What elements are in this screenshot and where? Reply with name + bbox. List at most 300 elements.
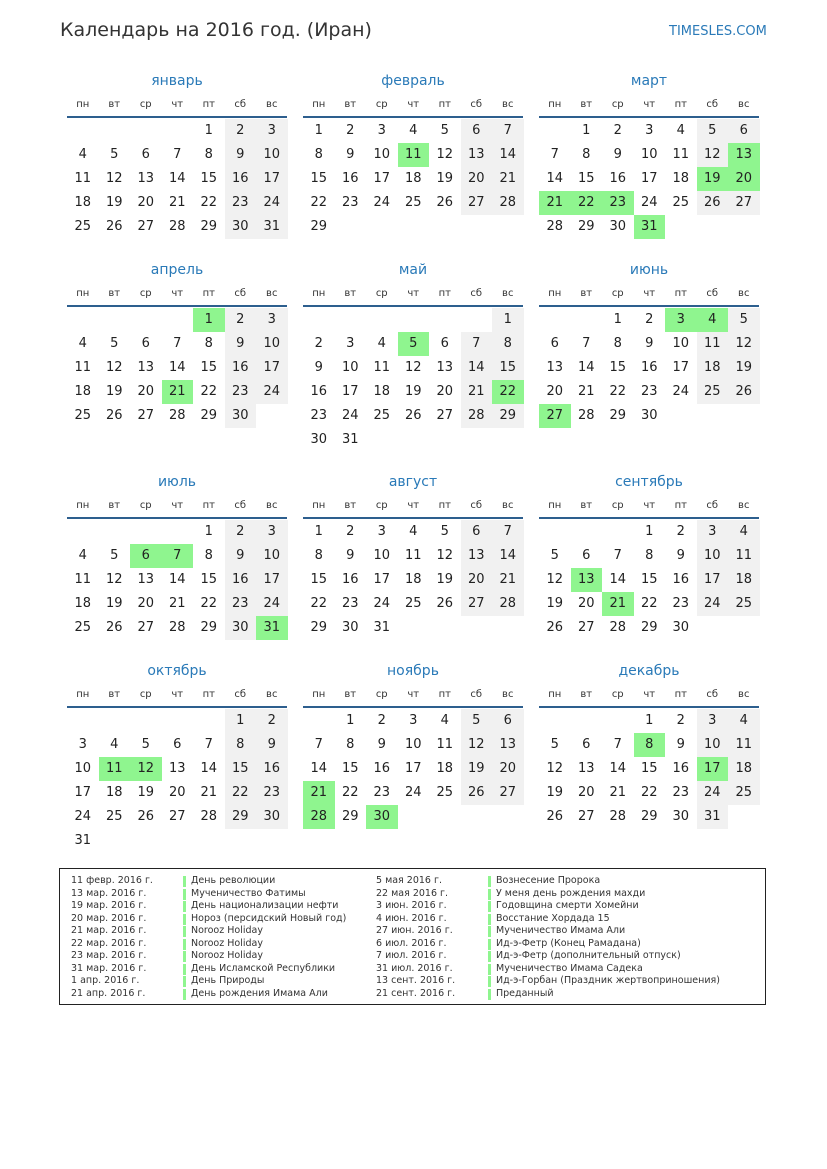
day-cell: 13 xyxy=(577,761,595,776)
legend-holiday-name: Мученичество Имама Садека xyxy=(496,962,643,974)
day-cell: 24 xyxy=(640,195,658,210)
day-cell: 23 xyxy=(672,596,690,611)
day-cell: 10 xyxy=(703,737,721,752)
day-cell: 14 xyxy=(609,761,627,776)
legend-holiday-name: Ид-э-Горбан (Праздник жертвоприношения) xyxy=(496,975,720,986)
day-cell: 31 xyxy=(373,620,391,635)
day-cell: 11 xyxy=(74,171,92,186)
day-cell: 30 xyxy=(263,809,281,824)
holiday-day: 21 xyxy=(162,380,194,404)
day-cell: 15 xyxy=(200,171,218,186)
day-cell: 5 xyxy=(739,312,748,327)
day-cell: 19 xyxy=(546,596,564,611)
day-cell: 11 xyxy=(373,360,391,375)
day-cell: 7 xyxy=(503,524,512,539)
day-cell: 17 xyxy=(263,360,281,375)
legend-date: 20 мар. 2016 г. xyxy=(71,912,147,924)
weekday-label: пт xyxy=(438,689,451,700)
day-cell: 4 xyxy=(739,713,748,728)
day-cell: 24 xyxy=(703,596,721,611)
holiday-day: 4 xyxy=(697,308,729,332)
day-cell: 5 xyxy=(550,548,559,563)
legend-holiday-name: Ид-э-Фетр (дополнительный отпуск) xyxy=(496,950,681,961)
day-cell: 27 xyxy=(467,596,485,611)
legend-holiday-name: День Исламской Республики xyxy=(191,962,336,974)
day-cell: 29 xyxy=(200,620,218,635)
day-cell: 9 xyxy=(267,737,276,752)
legend-date: 27 июн. 2016 г. xyxy=(376,925,453,936)
legend-date: 4 июн. 2016 г. xyxy=(376,912,447,924)
day-cell: 10 xyxy=(263,336,281,351)
day-cell: 9 xyxy=(236,147,245,162)
weekday-label: пт xyxy=(674,288,687,299)
weekday-label: сб xyxy=(470,500,483,511)
day-cell: 1 xyxy=(582,123,591,138)
day-cell: 10 xyxy=(74,761,92,776)
day-cell: 12 xyxy=(105,572,123,587)
day-cell: 29 xyxy=(310,219,328,234)
day-cell: 23 xyxy=(263,785,281,800)
day-cell: 28 xyxy=(577,408,595,423)
weekday-label: чт xyxy=(643,99,656,110)
legend-date: 3 июн. 2016 г. xyxy=(376,900,447,911)
legend-swatch xyxy=(488,889,491,900)
day-cell: 2 xyxy=(236,123,245,138)
legend-date: 31 мар. 2016 г. xyxy=(71,962,147,974)
legend-holiday-name: Norooz Holiday xyxy=(191,937,263,949)
day-cell: 10 xyxy=(263,147,281,162)
day-cell: 17 xyxy=(404,761,422,776)
legend-date: 13 сент. 2016 г. xyxy=(376,975,456,986)
day-cell: 14 xyxy=(168,171,186,186)
day-cell: 26 xyxy=(467,785,485,800)
legend-swatch xyxy=(488,914,491,925)
day-cell: 9 xyxy=(236,336,245,351)
day-cell: 16 xyxy=(672,761,690,776)
day-cell: 28 xyxy=(499,596,517,611)
weekday-label: сб xyxy=(470,689,483,700)
day-cell: 12 xyxy=(404,360,422,375)
holiday-day: 30 xyxy=(366,805,398,829)
day-cell: 17 xyxy=(263,171,281,186)
day-cell: 19 xyxy=(436,171,454,186)
weekday-label: вс xyxy=(266,689,278,700)
legend-holiday-name: Восстание Хордада 15 xyxy=(496,912,610,924)
day-cell: 3 xyxy=(708,713,717,728)
day-cell: 17 xyxy=(672,360,690,375)
month-name: август xyxy=(388,474,438,490)
holiday-day: 6 xyxy=(130,544,162,568)
day-cell: 18 xyxy=(105,785,123,800)
day-cell: 29 xyxy=(200,219,218,234)
weekday-label: вс xyxy=(502,99,514,110)
legend-swatch xyxy=(183,976,186,987)
day-cell: 13 xyxy=(499,737,517,752)
day-cell: 23 xyxy=(672,785,690,800)
day-cell: 8 xyxy=(613,336,622,351)
day-cell: 16 xyxy=(231,171,249,186)
day-cell: 5 xyxy=(440,123,449,138)
month-name: февраль xyxy=(381,73,445,89)
day-cell: 9 xyxy=(346,147,355,162)
day-cell: 27 xyxy=(436,408,454,423)
day-cell: 18 xyxy=(436,761,454,776)
day-cell: 9 xyxy=(645,336,654,351)
day-cell: 21 xyxy=(499,171,517,186)
day-cell: 7 xyxy=(613,548,622,563)
weekday-label: пн xyxy=(548,288,562,299)
day-cell: 23 xyxy=(373,785,391,800)
month-rule xyxy=(539,517,759,519)
day-cell: 10 xyxy=(640,147,658,162)
day-cell: 23 xyxy=(231,195,249,210)
day-cell: 15 xyxy=(200,360,218,375)
month-rule xyxy=(303,116,523,118)
day-cell: 8 xyxy=(236,737,245,752)
weekday-label: сб xyxy=(234,288,247,299)
weekday-label: ср xyxy=(375,99,388,110)
holiday-day: 11 xyxy=(398,143,430,167)
holiday-day: 21 xyxy=(539,191,571,215)
day-cell: 30 xyxy=(310,432,328,447)
holiday-day: 3 xyxy=(665,308,697,332)
day-cell: 29 xyxy=(231,809,249,824)
legend-swatch xyxy=(183,939,186,950)
day-cell: 31 xyxy=(74,833,92,848)
legend-swatch xyxy=(183,964,186,975)
weekday-label: вт xyxy=(580,99,593,110)
weekday-label: сб xyxy=(706,500,719,511)
month-rule xyxy=(67,517,287,519)
day-cell: 8 xyxy=(204,548,213,563)
day-cell: 4 xyxy=(78,336,87,351)
weekday-label: вс xyxy=(266,500,278,511)
weekday-label: пн xyxy=(76,288,90,299)
day-cell: 11 xyxy=(703,336,721,351)
day-cell: 11 xyxy=(735,737,753,752)
day-cell: 6 xyxy=(472,524,481,539)
day-cell: 2 xyxy=(613,123,622,138)
day-cell: 4 xyxy=(739,524,748,539)
day-cell: 8 xyxy=(582,147,591,162)
day-cell: 8 xyxy=(204,336,213,351)
day-cell: 25 xyxy=(404,596,422,611)
day-cell: 10 xyxy=(263,548,281,563)
day-cell: 24 xyxy=(404,785,422,800)
day-cell: 25 xyxy=(735,596,753,611)
weekday-label: чт xyxy=(643,288,656,299)
day-cell: 28 xyxy=(168,620,186,635)
month-name: апрель xyxy=(150,262,204,278)
legend-swatch xyxy=(488,989,491,1000)
month-rule xyxy=(539,305,759,307)
day-cell: 30 xyxy=(609,219,627,234)
day-cell: 29 xyxy=(200,408,218,423)
legend-date: 21 апр. 2016 г. xyxy=(71,987,146,999)
weekday-label: чт xyxy=(171,500,184,511)
holiday-day: 31 xyxy=(256,616,288,640)
day-cell: 3 xyxy=(267,123,276,138)
weekday-label: пт xyxy=(202,689,215,700)
month-name: октябрь xyxy=(147,663,207,679)
day-cell: 22 xyxy=(200,195,218,210)
day-cell: 2 xyxy=(676,713,685,728)
day-cell: 17 xyxy=(640,171,658,186)
day-cell: 29 xyxy=(640,620,658,635)
day-cell: 14 xyxy=(168,572,186,587)
day-cell: 18 xyxy=(672,171,690,186)
day-cell: 27 xyxy=(137,408,155,423)
day-cell: 16 xyxy=(310,384,328,399)
day-cell: 16 xyxy=(231,572,249,587)
day-cell: 25 xyxy=(74,620,92,635)
day-cell: 24 xyxy=(263,195,281,210)
day-cell: 13 xyxy=(436,360,454,375)
weekday-label: ср xyxy=(139,99,152,110)
weekday-label: вс xyxy=(738,689,750,700)
day-cell: 1 xyxy=(645,524,654,539)
day-cell: 20 xyxy=(577,596,595,611)
day-cell: 20 xyxy=(499,761,517,776)
weekday-label: сб xyxy=(706,689,719,700)
weekday-label: вс xyxy=(502,500,514,511)
legend-holiday-name: Мученичество Имама Али xyxy=(496,925,626,936)
day-cell: 23 xyxy=(231,384,249,399)
day-cell: 3 xyxy=(377,123,386,138)
day-cell: 22 xyxy=(341,785,359,800)
day-cell: 19 xyxy=(137,785,155,800)
day-cell: 27 xyxy=(577,620,595,635)
day-cell: 10 xyxy=(341,360,359,375)
day-cell: 27 xyxy=(577,809,595,824)
day-cell: 20 xyxy=(137,195,155,210)
day-cell: 12 xyxy=(436,147,454,162)
weekday-label: сб xyxy=(234,99,247,110)
day-cell: 9 xyxy=(314,360,323,375)
day-cell: 9 xyxy=(676,548,685,563)
day-cell: 15 xyxy=(310,171,328,186)
month-rule xyxy=(303,305,523,307)
day-cell: 17 xyxy=(341,384,359,399)
day-cell: 16 xyxy=(263,761,281,776)
legend-swatch xyxy=(488,951,491,962)
day-cell: 3 xyxy=(78,737,87,752)
day-cell: 20 xyxy=(546,384,564,399)
legend-date: 22 мая 2016 г. xyxy=(376,887,449,899)
month-name: июль xyxy=(157,474,197,490)
day-cell: 1 xyxy=(236,713,245,728)
legend-date: 7 июл. 2016 г. xyxy=(376,950,447,961)
day-cell: 20 xyxy=(137,384,155,399)
weekday-label: сб xyxy=(470,288,483,299)
weekday-label: ср xyxy=(375,288,388,299)
weekday-label: вс xyxy=(738,99,750,110)
site-link[interactable]: TIMESLES.COM xyxy=(669,24,767,39)
legend-swatch xyxy=(488,939,491,950)
legend-holiday-name: День революции xyxy=(191,875,276,886)
day-cell: 1 xyxy=(503,312,512,327)
legend-date: 22 мар. 2016 г. xyxy=(71,937,147,949)
day-cell: 12 xyxy=(105,171,123,186)
day-cell: 24 xyxy=(703,785,721,800)
legend-holiday-name: Мученичество Фатимы xyxy=(191,887,306,899)
day-cell: 28 xyxy=(609,809,627,824)
day-cell: 10 xyxy=(672,336,690,351)
day-cell: 24 xyxy=(263,384,281,399)
day-cell: 27 xyxy=(735,195,753,210)
day-cell: 23 xyxy=(341,596,359,611)
weekday-label: вт xyxy=(108,288,121,299)
legend-holiday-name: Вознесение Пророка xyxy=(496,875,601,886)
weekday-label: вт xyxy=(344,99,357,110)
day-cell: 25 xyxy=(703,384,721,399)
day-cell: 15 xyxy=(609,360,627,375)
day-cell: 17 xyxy=(74,785,92,800)
day-cell: 18 xyxy=(74,195,92,210)
weekday-label: вт xyxy=(344,689,357,700)
legend-holiday-name: У меня день рождения махди xyxy=(496,887,646,899)
weekday-label: пт xyxy=(202,99,215,110)
day-cell: 22 xyxy=(200,384,218,399)
holiday-legend xyxy=(59,868,766,1005)
day-cell: 7 xyxy=(173,147,182,162)
weekday-label: пн xyxy=(548,689,562,700)
holiday-day: 8 xyxy=(634,733,666,757)
day-cell: 3 xyxy=(267,312,276,327)
day-cell: 23 xyxy=(310,408,328,423)
day-cell: 13 xyxy=(546,360,564,375)
day-cell: 12 xyxy=(703,147,721,162)
day-cell: 22 xyxy=(310,195,328,210)
day-cell: 6 xyxy=(503,713,512,728)
day-cell: 29 xyxy=(310,620,328,635)
month-name: декабрь xyxy=(618,663,680,679)
day-cell: 21 xyxy=(200,785,218,800)
day-cell: 28 xyxy=(499,195,517,210)
legend-date: 21 сент. 2016 г. xyxy=(376,987,456,999)
legend-holiday-name: Преданный xyxy=(496,987,554,999)
day-cell: 18 xyxy=(735,761,753,776)
day-cell: 14 xyxy=(310,761,328,776)
legend-date: 5 мая 2016 г. xyxy=(376,875,442,886)
day-cell: 28 xyxy=(546,219,564,234)
day-cell: 23 xyxy=(341,195,359,210)
legend-holiday-name: Нороз (персидский Новый год) xyxy=(191,912,347,924)
holiday-day: 20 xyxy=(728,167,760,191)
day-cell: 6 xyxy=(582,737,591,752)
weekday-label: вт xyxy=(344,500,357,511)
holiday-day: 17 xyxy=(697,757,729,781)
day-cell: 19 xyxy=(404,384,422,399)
day-cell: 13 xyxy=(467,147,485,162)
day-cell: 21 xyxy=(168,596,186,611)
day-cell: 5 xyxy=(141,737,150,752)
day-cell: 25 xyxy=(404,195,422,210)
day-cell: 19 xyxy=(467,761,485,776)
day-cell: 28 xyxy=(467,408,485,423)
holiday-day: 21 xyxy=(602,592,634,616)
day-cell: 30 xyxy=(231,620,249,635)
day-cell: 16 xyxy=(609,171,627,186)
weekday-label: пт xyxy=(202,288,215,299)
day-cell: 8 xyxy=(346,737,355,752)
weekday-label: чт xyxy=(171,288,184,299)
day-cell: 30 xyxy=(231,408,249,423)
day-cell: 6 xyxy=(472,123,481,138)
day-cell: 14 xyxy=(499,548,517,563)
day-cell: 12 xyxy=(105,360,123,375)
day-cell: 12 xyxy=(436,548,454,563)
legend-swatch xyxy=(183,914,186,925)
day-cell: 3 xyxy=(267,524,276,539)
day-cell: 19 xyxy=(105,195,123,210)
day-cell: 12 xyxy=(546,761,564,776)
day-cell: 2 xyxy=(236,312,245,327)
day-cell: 2 xyxy=(346,524,355,539)
day-cell: 18 xyxy=(404,572,422,587)
day-cell: 28 xyxy=(200,809,218,824)
day-cell: 30 xyxy=(231,219,249,234)
day-cell: 2 xyxy=(267,713,276,728)
day-cell: 3 xyxy=(645,123,654,138)
weekday-label: пт xyxy=(674,99,687,110)
day-cell: 1 xyxy=(204,123,213,138)
holiday-day: 27 xyxy=(539,404,571,428)
day-cell: 25 xyxy=(74,408,92,423)
day-cell: 25 xyxy=(105,809,123,824)
day-cell: 18 xyxy=(74,384,92,399)
day-cell: 28 xyxy=(168,219,186,234)
day-cell: 21 xyxy=(609,785,627,800)
day-cell: 9 xyxy=(377,737,386,752)
day-cell: 15 xyxy=(310,572,328,587)
legend-holiday-name: День национализации нефти xyxy=(191,900,339,911)
day-cell: 13 xyxy=(467,548,485,563)
day-cell: 6 xyxy=(582,548,591,563)
day-cell: 2 xyxy=(676,524,685,539)
weekday-label: пт xyxy=(202,500,215,511)
day-cell: 11 xyxy=(74,360,92,375)
weekday-label: пн xyxy=(312,99,326,110)
day-cell: 12 xyxy=(546,572,564,587)
month-rule xyxy=(539,706,759,708)
day-cell: 22 xyxy=(310,596,328,611)
holiday-day: 13 xyxy=(571,568,603,592)
day-cell: 26 xyxy=(703,195,721,210)
weekday-label: ср xyxy=(611,689,624,700)
day-cell: 13 xyxy=(137,572,155,587)
weekday-label: сб xyxy=(234,500,247,511)
weekday-label: пт xyxy=(674,500,687,511)
day-cell: 6 xyxy=(550,336,559,351)
day-cell: 1 xyxy=(314,123,323,138)
day-cell: 4 xyxy=(110,737,119,752)
weekday-label: ср xyxy=(375,689,388,700)
day-cell: 22 xyxy=(231,785,249,800)
legend-swatch xyxy=(183,926,186,937)
day-cell: 18 xyxy=(404,171,422,186)
day-cell: 25 xyxy=(74,219,92,234)
weekday-label: вс xyxy=(502,689,514,700)
day-cell: 2 xyxy=(346,123,355,138)
holiday-day: 28 xyxy=(303,805,335,829)
legend-swatch xyxy=(488,876,491,887)
legend-swatch xyxy=(183,901,186,912)
weekday-label: ср xyxy=(611,288,624,299)
day-cell: 20 xyxy=(436,384,454,399)
day-cell: 26 xyxy=(105,620,123,635)
legend-holiday-name: День рождения Имама Али xyxy=(191,987,328,999)
